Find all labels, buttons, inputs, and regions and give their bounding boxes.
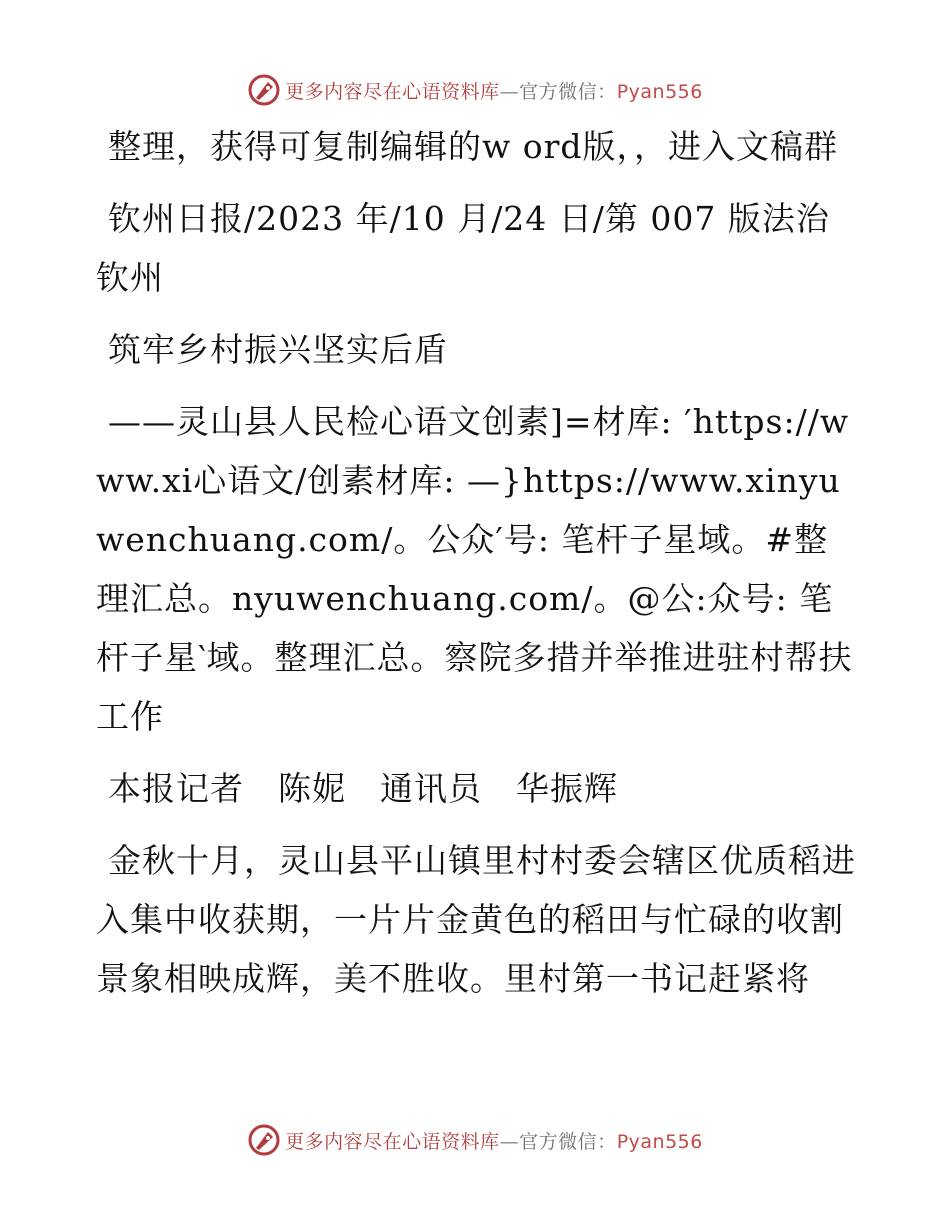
document-body	[96, 117, 856, 1008]
watermark-wechat-label: 官方微信：	[519, 80, 617, 103]
watermark-dash: —	[499, 1130, 520, 1153]
pen-nib-logo-icon	[247, 1123, 281, 1157]
watermark-site-text: 更多内容尽在心语资料库	[285, 80, 500, 103]
article-body-paragraph: 金秋十月，灵山县平山镇里村村委会辖区优质稻进入集中收获期，一片片金黄色的稻田与忙碌的收割景象相映成辉，美不胜收。里村第一书记赶紧将	[96, 841, 856, 998]
pen-nib-logo-icon	[247, 73, 281, 107]
article-byline: 本报记者 陈妮 通讯员 华振辉	[108, 769, 618, 808]
header-watermark-banner	[0, 70, 950, 110]
watermark-text	[285, 1127, 703, 1154]
paragraph-download-note: 整理，获得可复制编辑的w ord版，，进入文稿群	[108, 127, 839, 166]
article-headline: 筑牢乡村振兴坚实后盾	[108, 330, 448, 369]
watermark-wechat-id: Pyan556	[616, 1130, 703, 1153]
watermark-wechat-label: 官方微信：	[519, 1130, 617, 1153]
watermark-site-text: 更多内容尽在心语资料库	[285, 1130, 500, 1153]
paragraph-source: 钦州日报/2023 年/10 月/24 日/第 007 版法治钦州	[96, 199, 830, 297]
footer-watermark-banner	[0, 1120, 950, 1160]
watermark-text	[285, 77, 703, 104]
watermark-wechat-id: Pyan556	[616, 80, 703, 103]
watermark-dash: —	[499, 80, 520, 103]
article-subheadline: ——灵山县人民检心语文创素]=材库: ′https://www.xi心语文/创素材库: —}https://www.xinyuwenchuang.com/。公众′号: 笔杆子星域。#整理汇总。nyuwenchuang.com/。@公:众号: 笔杆子星‵域。整理汇总。察院多措并举推进驻村帮扶工作	[96, 402, 853, 736]
